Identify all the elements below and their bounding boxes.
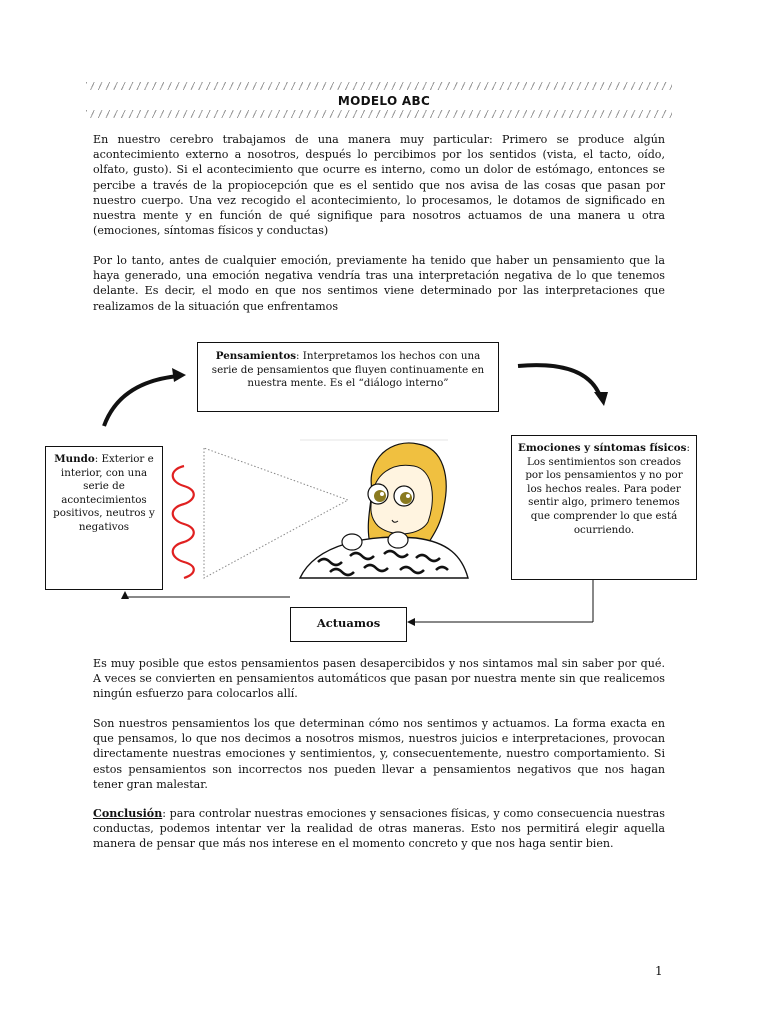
top-decorative-line	[86, 82, 672, 90]
page-number: 1	[655, 964, 663, 978]
curved-arrow-icon	[518, 365, 600, 396]
conclusion-label: Conclusión	[93, 807, 163, 820]
emotions-label: Emociones y síntomas físicos	[518, 442, 687, 454]
world-text: : Exterior e interior, con una serie de acontecimientos positivos, neutros y negativos	[53, 453, 155, 533]
thoughts-box	[197, 342, 499, 412]
thoughts-label: Pensamientos	[215, 350, 297, 362]
arrow-head-icon	[594, 392, 608, 406]
paragraph-determine: Son nuestros pensamientos los que determinan cómo nos sentimos y actuamos. La forma exacta en que pensamos, lo que nos decimos a nosotros mismos, nuestros juicios e interpretaciones, provocan directamente nuestras emociones y sentimientos, y, consecuentemente, nuestro comportamiento. Si estos pensamientos son incorrectos nos pueden llevar a pensamientos negativos que nos hagan tener gran malestar.	[93, 717, 665, 791]
arrow-head-icon	[407, 618, 415, 626]
paragraph-conclusion	[93, 806, 665, 852]
paragraph-intro: En nuestro cerebro trabajamos de una manera muy particular: Primero se produce algún acontecimiento externo a nosotros, después lo percibimos por los sentidos (vista, el tacto, oído, olfato, gusto). Si el acontecimiento que ocurre es interno, como un dolor de estómago, entonces se percibe a través de la propiocepción que es el sentido que nos avisa de las cosas que pasan por nuestro cuerpo. Una vez recogido el acontecimiento, lo procesamos, le dotamos de significado en nuestra mente y en función de qué signifique para nosotros actuamos de una manera u otra (emociones, síntomas físicos y conductas)	[93, 133, 665, 238]
world-label: Mundo	[54, 453, 95, 465]
bottom-decorative-line	[86, 110, 672, 118]
page-title: MODELO ABC	[337, 94, 431, 108]
thoughts-text: : Interpretamos los hechos con una serie de pensamientos que fluyen continuamente en nuestra mente. Es el “diálogo interno”	[211, 350, 485, 390]
act-label: Actuamos	[316, 616, 381, 630]
arrow-head-icon	[172, 368, 186, 382]
squiggle-icon	[173, 466, 194, 578]
paragraph-thoughts: Por lo tanto, antes de cualquier emoción, previamente ha tenido que haber un pensamiento que la haya generado, una emoción negativa vendría tras una interpretación negativa de lo que tenemos delante. Es decir, el modo en que nos sentimos viene determinado por las interpretaciones que realizamos de la situación que enfrentamos	[93, 254, 665, 313]
act-box	[290, 607, 407, 642]
conclusion-text: : para controlar nuestras emociones y sensaciones físicas, y como consecuencia nuestras conductas, podemos intentar ver la realidad de otras maneras. Esto nos permitirá elegir aquella manera de pensar que más nos interese en el momento concreto y que nos haga sentir bien.	[93, 807, 665, 851]
cartoon-face-icon	[300, 440, 468, 578]
arrow-head-icon	[121, 591, 129, 599]
paragraph-automatic: Es muy posible que estos pensamientos pasen desapercibidos y nos sintamos mal sin saber por qué. A veces se convierten en pensamientos automáticos que pasan por nuestra mente sin que realicemos ningún esfuerzo para colocarlos allí.	[93, 657, 665, 701]
curved-arrow-icon	[104, 376, 178, 426]
emotions-box	[511, 435, 697, 580]
world-box	[45, 446, 163, 590]
emotions-text: : Los sentimientos son creados por los pensamientos y no por los hechos reales. Para poder sentir algo, primero tenemos que comprender lo que está ocurriendo.	[525, 442, 690, 536]
